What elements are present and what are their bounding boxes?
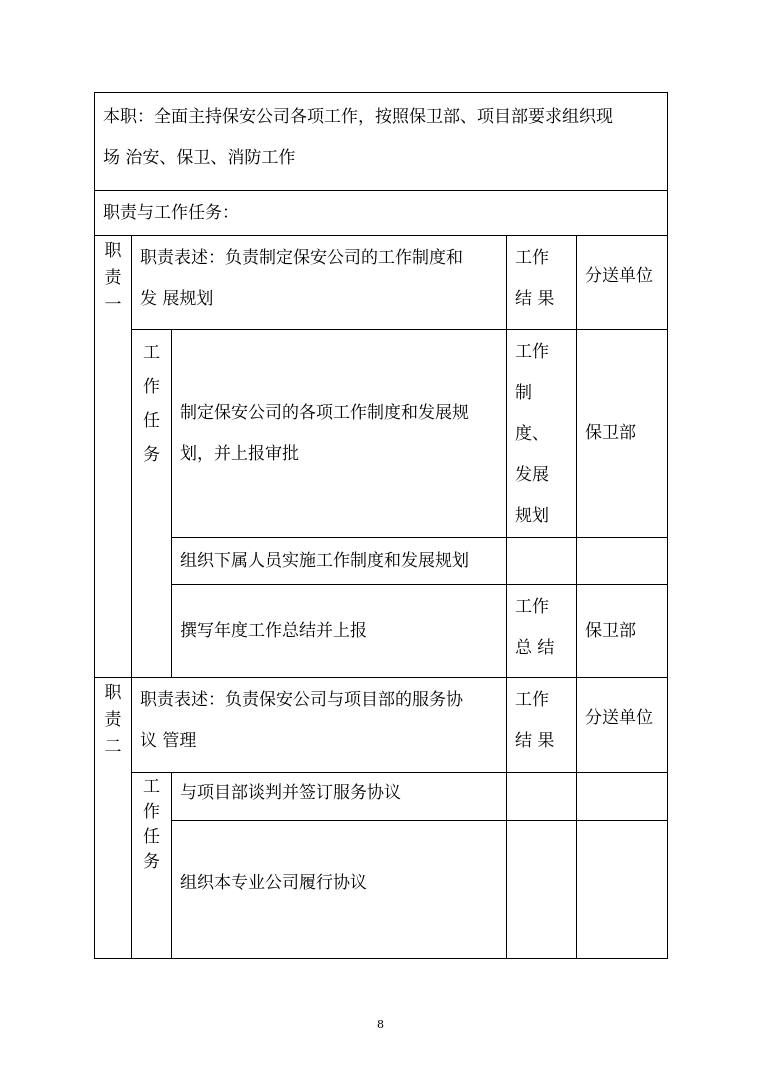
job-summary-cell	[95, 93, 668, 191]
duty-1-task-1-unit: 保卫部	[577, 330, 668, 538]
duty-2-task-1-result	[507, 773, 577, 821]
duty-2-task-1-unit	[577, 773, 668, 821]
duty-1-task-1: 制定保安公司的各项工作制度和发展规 划，并上报审批	[172, 330, 507, 538]
duty-1-result-header: 工作 结 果	[507, 236, 577, 330]
duty-2-unit-header: 分送单位	[577, 678, 668, 773]
duty-2-label: 职 责 二	[95, 678, 132, 959]
duty-1-task-1-result: 工作 制 度、 发展 规划	[507, 330, 577, 538]
duty-2-result-header: 工作 结 果	[507, 678, 577, 773]
duty-2-task-2-unit	[577, 821, 668, 959]
duty-1-unit-header: 分送单位	[577, 236, 668, 330]
job-summary-line-1: 本职：全面主持保安公司各项工作，按照保卫部、项目部要求组织现	[103, 107, 613, 127]
page-number: 8	[377, 1018, 384, 1031]
duty-1-task-3: 撰写年度工作总结并上报	[172, 585, 507, 678]
duty-2-task-2: 组织本专业公司履行协议	[172, 821, 507, 959]
job-duty-table	[94, 92, 668, 959]
duty-2-task-1: 与项目部谈判并签订服务协议	[172, 773, 507, 821]
duty-2-description: 职责表述：负责保安公司与项目部的服务协 议 管理	[132, 678, 507, 773]
duty-1-task-2-unit	[577, 538, 668, 585]
duty-1-task-3-result: 工作 总 结	[507, 585, 577, 678]
duty-1-task-3-unit: 保卫部	[577, 585, 668, 678]
duty-1-task-2: 组织下属人员实施工作制度和发展规划	[172, 538, 507, 585]
duty-1-label: 职 责 一	[95, 236, 132, 678]
duties-heading: 职责与工作任务：	[95, 191, 668, 236]
duty-1-description: 职责表述：负责制定保安公司的工作制度和 发 展规划	[132, 236, 507, 330]
duty-1-task-2-result	[507, 538, 577, 585]
job-summary-line-2: 场 治安、保卫、消防工作	[103, 148, 296, 168]
duty-1-task-label: 工 作 任 务	[132, 330, 172, 678]
duty-2-task-label: 工 作 任 务	[132, 773, 172, 959]
duty-2-task-2-result	[507, 821, 577, 959]
